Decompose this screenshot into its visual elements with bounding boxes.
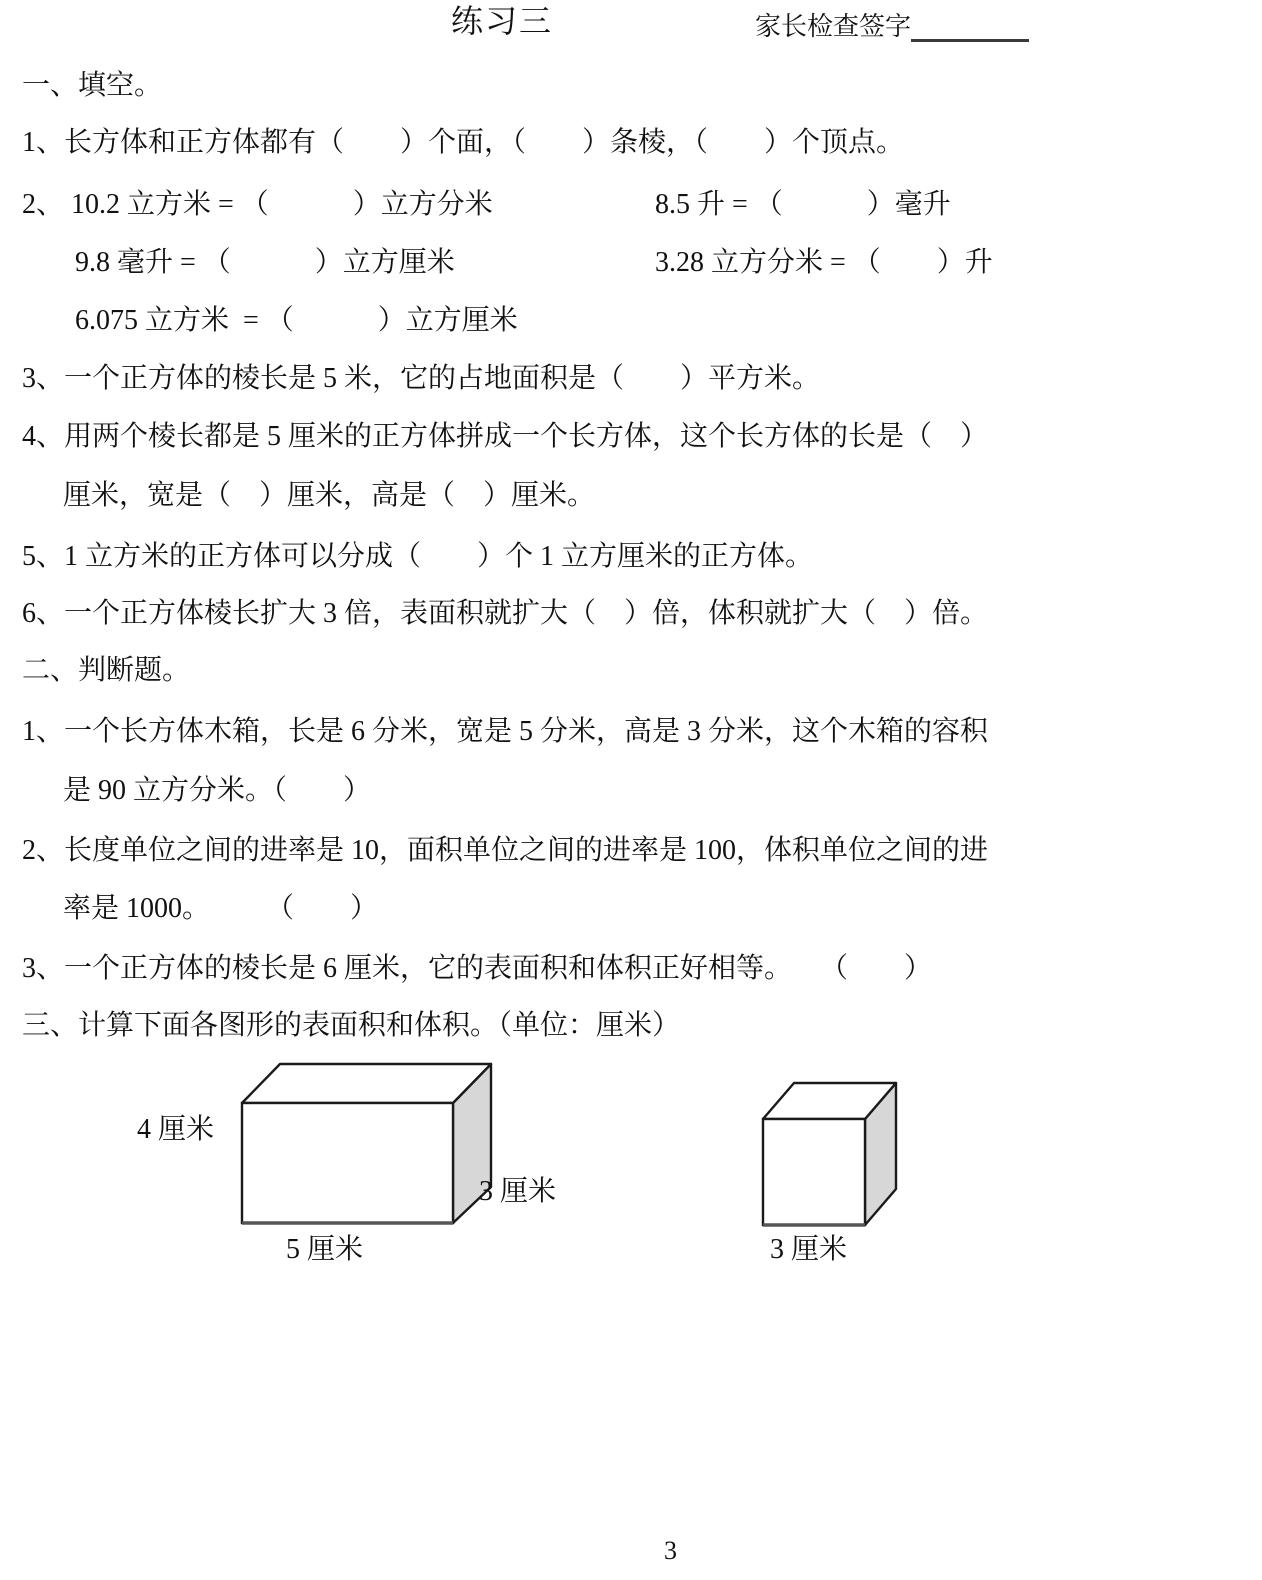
signature-label: 家长检查签字 (755, 12, 912, 41)
cuboid-height-label: 4 厘米 (137, 1114, 215, 1145)
question-judge-2-line1: 2、长度单位之间的进率是 10，面积单位之间的进率是 100，体积单位之间的进 (22, 835, 989, 866)
cube-front-face (763, 1119, 865, 1225)
question-fill-3: 3、一个正方体的棱长是 5 米，它的占地面积是（ ）平方米。 (22, 363, 821, 394)
page-number: 3 (664, 1536, 677, 1565)
cube-figure (756, 1076, 904, 1231)
question-fill-2-row1-left: 2、 10.2 立方米 = （ ）立方分米 (22, 189, 493, 220)
question-fill-2-row3: 6.075 立方米 = （ ）立方厘米 (75, 305, 518, 336)
cuboid-figure (233, 1056, 499, 1228)
question-fill-1: 1、长方体和正方体都有（ ）个面，（ ）条棱，（ ）个顶点。 (22, 127, 905, 158)
question-fill-6: 6、一个正方体棱长扩大 3 倍，表面积就扩大（ ）倍，体积就扩大（ ）倍。 (22, 598, 989, 629)
question-judge-3: 3、一个正方体的棱长是 6 厘米，它的表面积和体积正好相等。 （ ） (22, 953, 933, 984)
section-header-calc: 三、计算下面各图形的表面积和体积。（单位：厘米） (22, 1010, 681, 1041)
section-header-fill-blank: 一、填空。 (22, 70, 163, 101)
question-fill-5: 5、1 立方米的正方体可以分成（ ）个 1 立方厘米的正方体。 (22, 541, 814, 572)
signature-blank-underline (911, 15, 1029, 42)
cuboid-front-face (242, 1103, 453, 1223)
question-fill-2-row2-right: 3.28 立方分米 = （ ）升 (655, 247, 993, 278)
question-fill-4-line2: 厘米，宽是（ ）厘米，高是（ ）厘米。 (63, 480, 596, 511)
question-judge-1-line1: 1、一个长方体木箱，长是 6 分米，宽是 5 分米，高是 3 分米，这个木箱的容积 (22, 716, 989, 747)
question-fill-2-row2-left: 9.8 毫升 = （ ）立方厘米 (75, 247, 455, 278)
question-judge-2-line2: 率是 1000。 （ ） (63, 893, 379, 924)
section-header-judge: 二、判断题。 (22, 655, 191, 686)
question-judge-1-line2: 是 90 立方分米。（ ） (63, 775, 372, 806)
cuboid-top-face (242, 1064, 491, 1103)
cube-edge-label: 3 厘米 (770, 1234, 848, 1265)
question-fill-4-line1: 4、用两个棱长都是 5 厘米的正方体拼成一个长方体，这个长方体的长是（ ） (22, 421, 989, 452)
cuboid-length-label: 5 厘米 (286, 1234, 364, 1265)
signature-line (755, 13, 1029, 42)
cuboid-width-label: 3 厘米 (479, 1176, 557, 1207)
page-title: 练习三 (451, 3, 554, 39)
question-fill-2-row1-right: 8.5 升 = （ ）毫升 (655, 189, 951, 220)
